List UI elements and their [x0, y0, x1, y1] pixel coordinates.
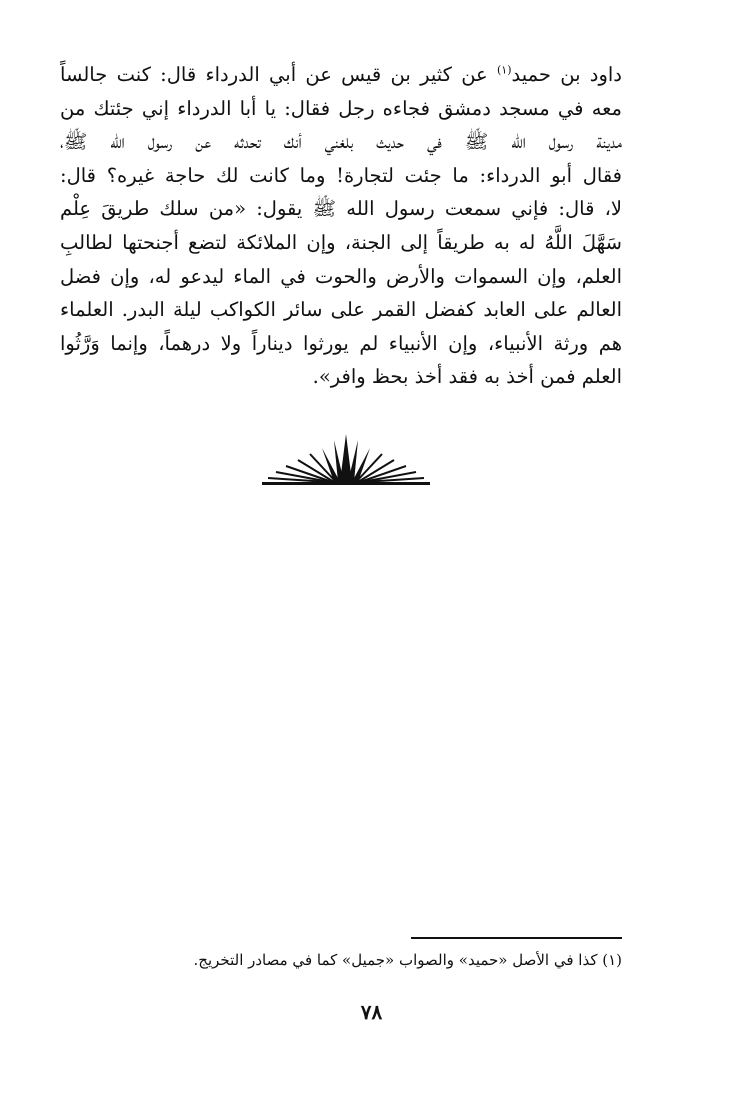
- footnote-separator: [411, 937, 622, 939]
- text-line-4: فقال أبو الدرداء: ما جئت لتجارة! وما كانت لك حاجة غيره؟ قال:: [60, 163, 622, 187]
- text-line-5: لا، قال: فإني سمعت رسول الله ﷺ يقول: «من سلك طريقَ عِلْم: [60, 197, 622, 221]
- text-line-7: العلم، وإن السموات والأرض والحوت في الماء ليدعو له، وإن فضل: [60, 264, 622, 288]
- sunburst-ornament-icon: [262, 432, 430, 488]
- text-line-2: معه في مسجد دمشق فجاءه رجل فقال: يا أبا الدرداء إني جئتك من: [60, 96, 622, 120]
- text-line-10: العلم فمن أخذ به فقد أخذ بحظ وافر».: [312, 365, 622, 389]
- footnote: (١) كذا في الأصل «حميد» والصواب «جميل» كما في مصادر التخريج.: [193, 951, 622, 969]
- text-line-9: هم ورثة الأنبياء، وإن الأنبياء لم يورثوا ديناراً ولا درهماً، وإنما وَرَّثُوا: [60, 331, 622, 355]
- text-line-6: سَهَّلَ اللَّهُ له به طريقاً إلى الجنة، وإن الملائكة لتضع أجنحتها لطالبِ: [60, 230, 622, 254]
- text-segment: عن كثير بن قيس عن أبي الدرداء قال: كنت جالساً: [60, 63, 497, 86]
- page-number: ٧٨: [360, 1000, 383, 1024]
- text-line-1: [60, 58, 622, 92]
- text-line-8: العالم على العابد كفضل القمر على سائر الكواكب ليلة البدر. العلماء: [60, 298, 622, 322]
- text-line-3: مدينة رسول الله ﷺ في حديث بلغني أنك تحدثه عن رسول الله ﷺ،: [60, 130, 622, 154]
- main-paragraph: [60, 58, 622, 394]
- footnote-reference: (١): [496, 63, 512, 77]
- text-segment: داود بن حميد: [511, 63, 622, 86]
